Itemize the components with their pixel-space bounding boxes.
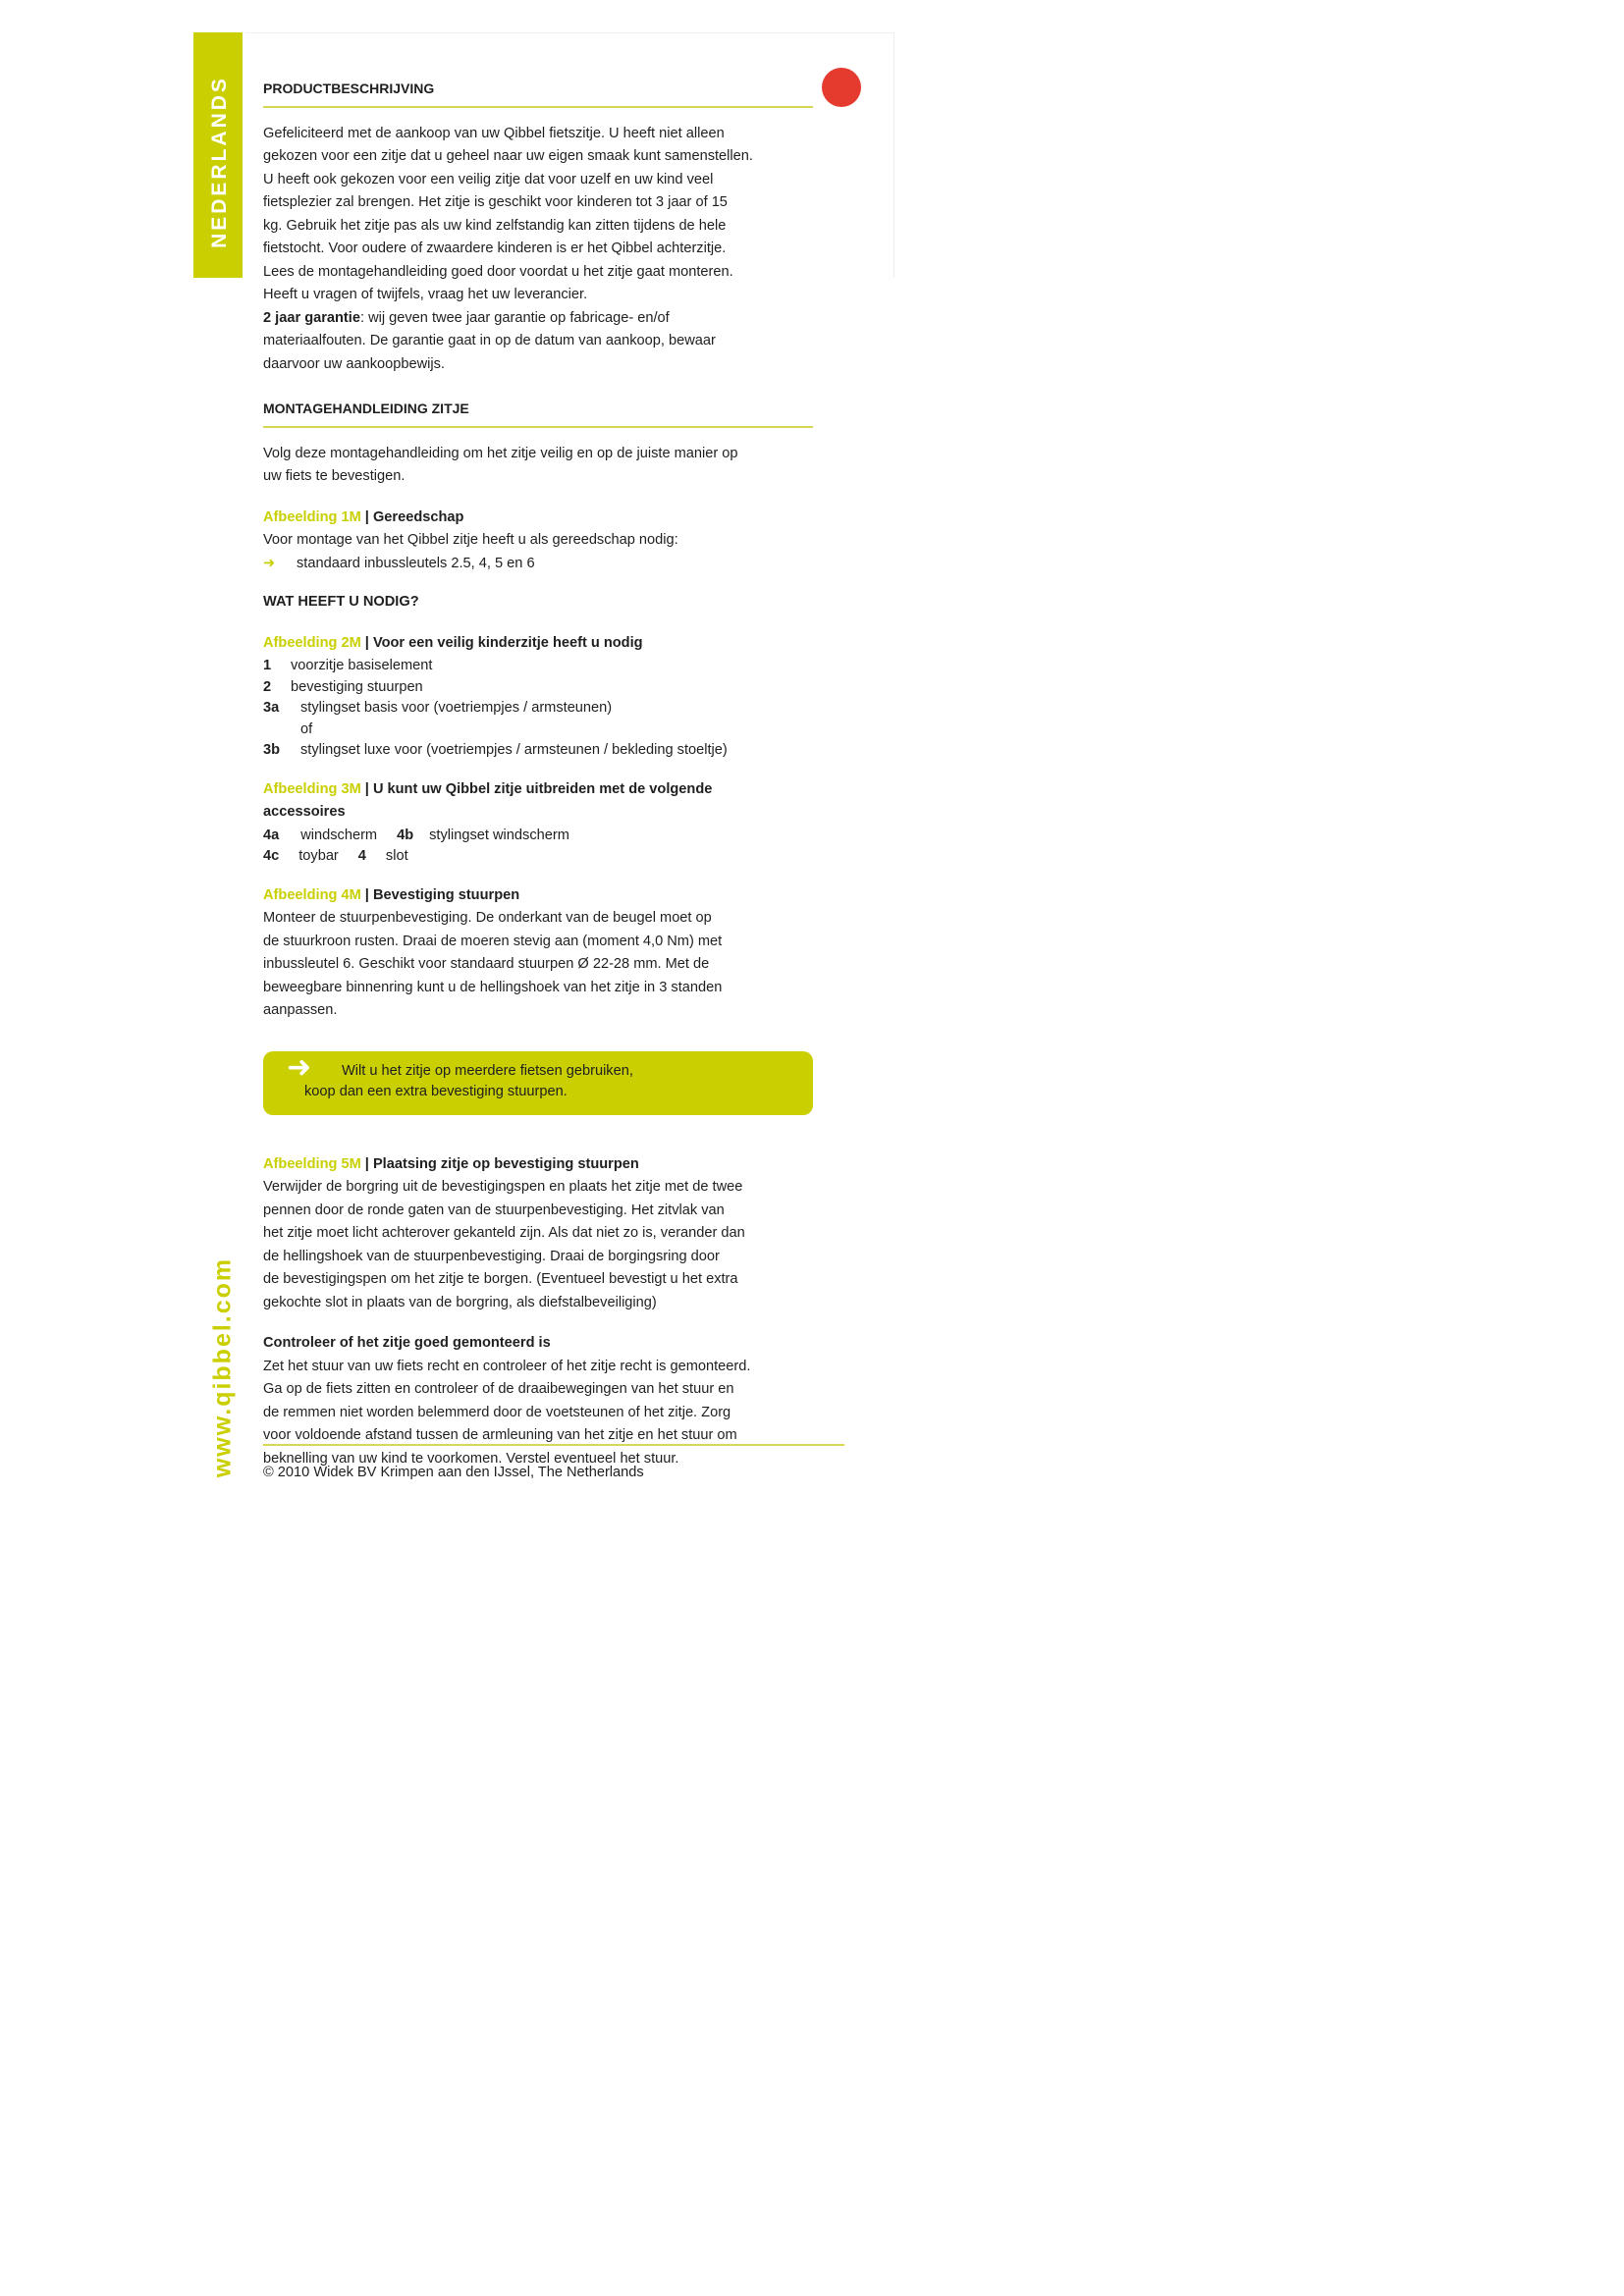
text-line: Heeft u vragen of twijfels, vraag het uw leverancier. [263,287,588,302]
text-line: materiaalfouten. De garantie gaat in op de datum van aankoop, bewaar [263,333,716,348]
list-item-text: standaard inbussleutels 2.5, 4, 5 en 6 [297,555,535,571]
item-text: stylingset luxe voor (voetriempjes / armsteunen / bekleding stoeltje) [300,742,728,758]
figure-title-cont: accessoires [263,804,346,820]
figure-separator: | [360,634,373,651]
item-number: 3a [263,700,280,716]
red-dot-marker [822,68,861,107]
website-url[interactable]: www.qibbel.com [208,1256,237,1478]
manual-content [263,79,813,1471]
section-title-need: WAT HEEFT U NODIG? [263,594,419,610]
figure-title: Bevestiging stuurpen [372,886,520,903]
or-text: of [300,721,313,737]
text-line: Lees de montagehandleiding goed door voordat u het zitje gaat monteren. [263,263,733,280]
arrow-right-icon: ➜ [287,1050,312,1084]
figure-title: Gereedschap [372,508,464,525]
warranty-line [263,308,813,330]
figure-heading-4m [263,885,813,907]
text-line: gekozen voor een zitje dat u geheel naar uw eigen smaak kunt samenstellen. [263,148,753,164]
text-line: U heeft ook gekozen voor een veilig zitje dat voor uzelf en uw kind veel [263,171,714,187]
text-line: inbussleutel 6. Geschikt voor standaard stuurpen Ø 22-28 mm. Met de [263,956,710,972]
check-title: Controleer of het zitje goed gemonteerd is [263,1335,551,1351]
list-item [263,698,813,720]
language-label: NEDERLANDS [208,76,231,248]
figure-separator: | [360,780,373,797]
arrow-right-icon: ➜ [263,555,276,571]
tip-callout [263,1051,813,1115]
text-line: de hellingshoek van de stuurpenbevestiging. Draai de borgingsring door [263,1248,720,1264]
text-line: aanpassen. [263,1002,338,1018]
section-title-montage: MONTAGEHANDLEIDING ZITJE [263,399,813,428]
figure-separator: | [360,886,373,903]
text-line: pennen door de ronde gaten van de stuurpenbevestiging. Het zitvlak van [263,1201,725,1218]
section-title-product: PRODUCTBESCHRIJVING [263,79,813,108]
item-number: 2 [263,678,272,695]
product-description [263,124,813,376]
callout-line: Wilt u het zitje op meerdere fietsen gebruiken, [342,1062,633,1079]
text-line: fietsplezier zal brengen. Het zitje is geschikt voor kinderen tot 3 jaar of 15 [263,194,728,210]
figure-title: U kunt uw Qibbel zitje uitbreiden met de volgende [372,780,713,797]
text-line: beknelling van uw kind te voorkomen. Verstel eventueel het stuur. [263,1450,679,1467]
item-number: 3b [263,742,281,758]
footer-copyright: © 2010 Widek BV Krimpen aan den IJssel, The Netherlands [263,1465,644,1480]
list-item [263,554,813,575]
text-line: kg. Gebruik het zitje pas als uw kind zelfstandig kan zitten tijdens de hele [263,217,727,234]
text-line: fietstocht. Voor oudere of zwaardere kinderen is er het Qibbel achterzitje. [263,240,727,256]
top-divider [245,32,893,33]
text-line: Voor montage van het Qibbel zitje heeft u als gereedschap nodig: [263,532,678,548]
list-item [263,656,813,677]
footer-divider [263,1444,844,1446]
figure-label: Afbeelding 4M [263,886,361,903]
item-number: 1 [263,658,272,673]
figure-heading-2m [263,633,813,655]
text-line: gekochte slot in plaats van de borgring, als diefstalbeveiliging) [263,1294,657,1310]
item-number: 4c [263,848,280,864]
item-text: slot [385,848,408,864]
text-line: Gefeliciteerd met de aankoop van uw Qibbel fietszitje. U heeft niet alleen [263,125,725,141]
text-line: de remmen niet worden belemmerd door de voetsteunen of het zitje. Zorg [263,1404,731,1420]
figure-separator: | [360,1155,373,1172]
figure-title: Plaatsing zitje op bevestiging stuurpen [372,1155,639,1172]
text-line: Ga op de fiets zitten en controleer of de draaibewegingen van het stuur en [263,1381,734,1397]
list-item [263,677,813,699]
text-line: de bevestigingspen om het zitje te borgen. (Eventueel bevestigt u het extra [263,1271,738,1287]
text-line: Verwijder de borgring uit de bevestigingspen en plaats het zitje met de twee [263,1179,743,1195]
text-line: beweegbare binnenring kunt u de hellingshoek van het zitje in 3 standen [263,979,723,995]
item-text: toybar [298,848,339,864]
text-line: de stuurkroon rusten. Draai de moeren stevig aan (moment 4,0 Nm) met [263,933,723,949]
text-line: Monteer de stuurpenbevestiging. De onderkant van de beugel moet op [263,910,712,926]
item-number: 4b [397,827,414,843]
accessory-row [263,826,813,847]
text-line: uw fiets te bevestigen. [263,468,406,484]
figure-label: Afbeelding 5M [263,1155,361,1172]
accessory-row [263,846,813,868]
text-line: Volg deze montagehandleiding om het zitje veilig en op de juiste manier op [263,445,738,461]
figure-heading-5m [263,1154,813,1176]
figure-label: Afbeelding 2M [263,634,361,651]
text-line: het zitje moet licht achterover gekanteld zijn. Als dat niet zo is, verander dan [263,1225,745,1241]
warranty-label: 2 jaar garantie [263,309,360,326]
item-text: windscherm [300,827,378,843]
text-line: daarvoor uw aankoopbewijs. [263,355,445,372]
warranty-text: : wij geven twee jaar garantie op fabricage- en/of [359,309,670,326]
figure-separator: | [360,508,373,525]
callout-line: koop dan een extra bevestiging stuurpen. [304,1084,568,1099]
item-number: 4 [357,848,366,864]
text-line: Zet het stuur van uw fiets recht en controleer of het zitje recht is gemonteerd. [263,1358,751,1374]
list-item [263,740,813,762]
figure-title: Voor een veilig kinderzitje heeft u nodig [372,634,643,651]
figure-heading-1m [263,507,813,529]
item-text: stylingset basis voor (voetriempjes / armsteunen) [300,700,613,716]
item-text: stylingset windscherm [429,827,569,843]
item-number: 4a [263,827,280,843]
text-line: voor voldoende afstand tussen de armleuning van het zitje en het stuur om [263,1427,737,1443]
figure-label: Afbeelding 1M [263,508,361,525]
item-text: voorzitje basiselement [291,658,433,673]
item-text: bevestiging stuurpen [291,678,423,695]
right-divider [893,32,894,278]
figure-label: Afbeelding 3M [263,780,361,797]
figure-heading-3m [263,779,813,801]
